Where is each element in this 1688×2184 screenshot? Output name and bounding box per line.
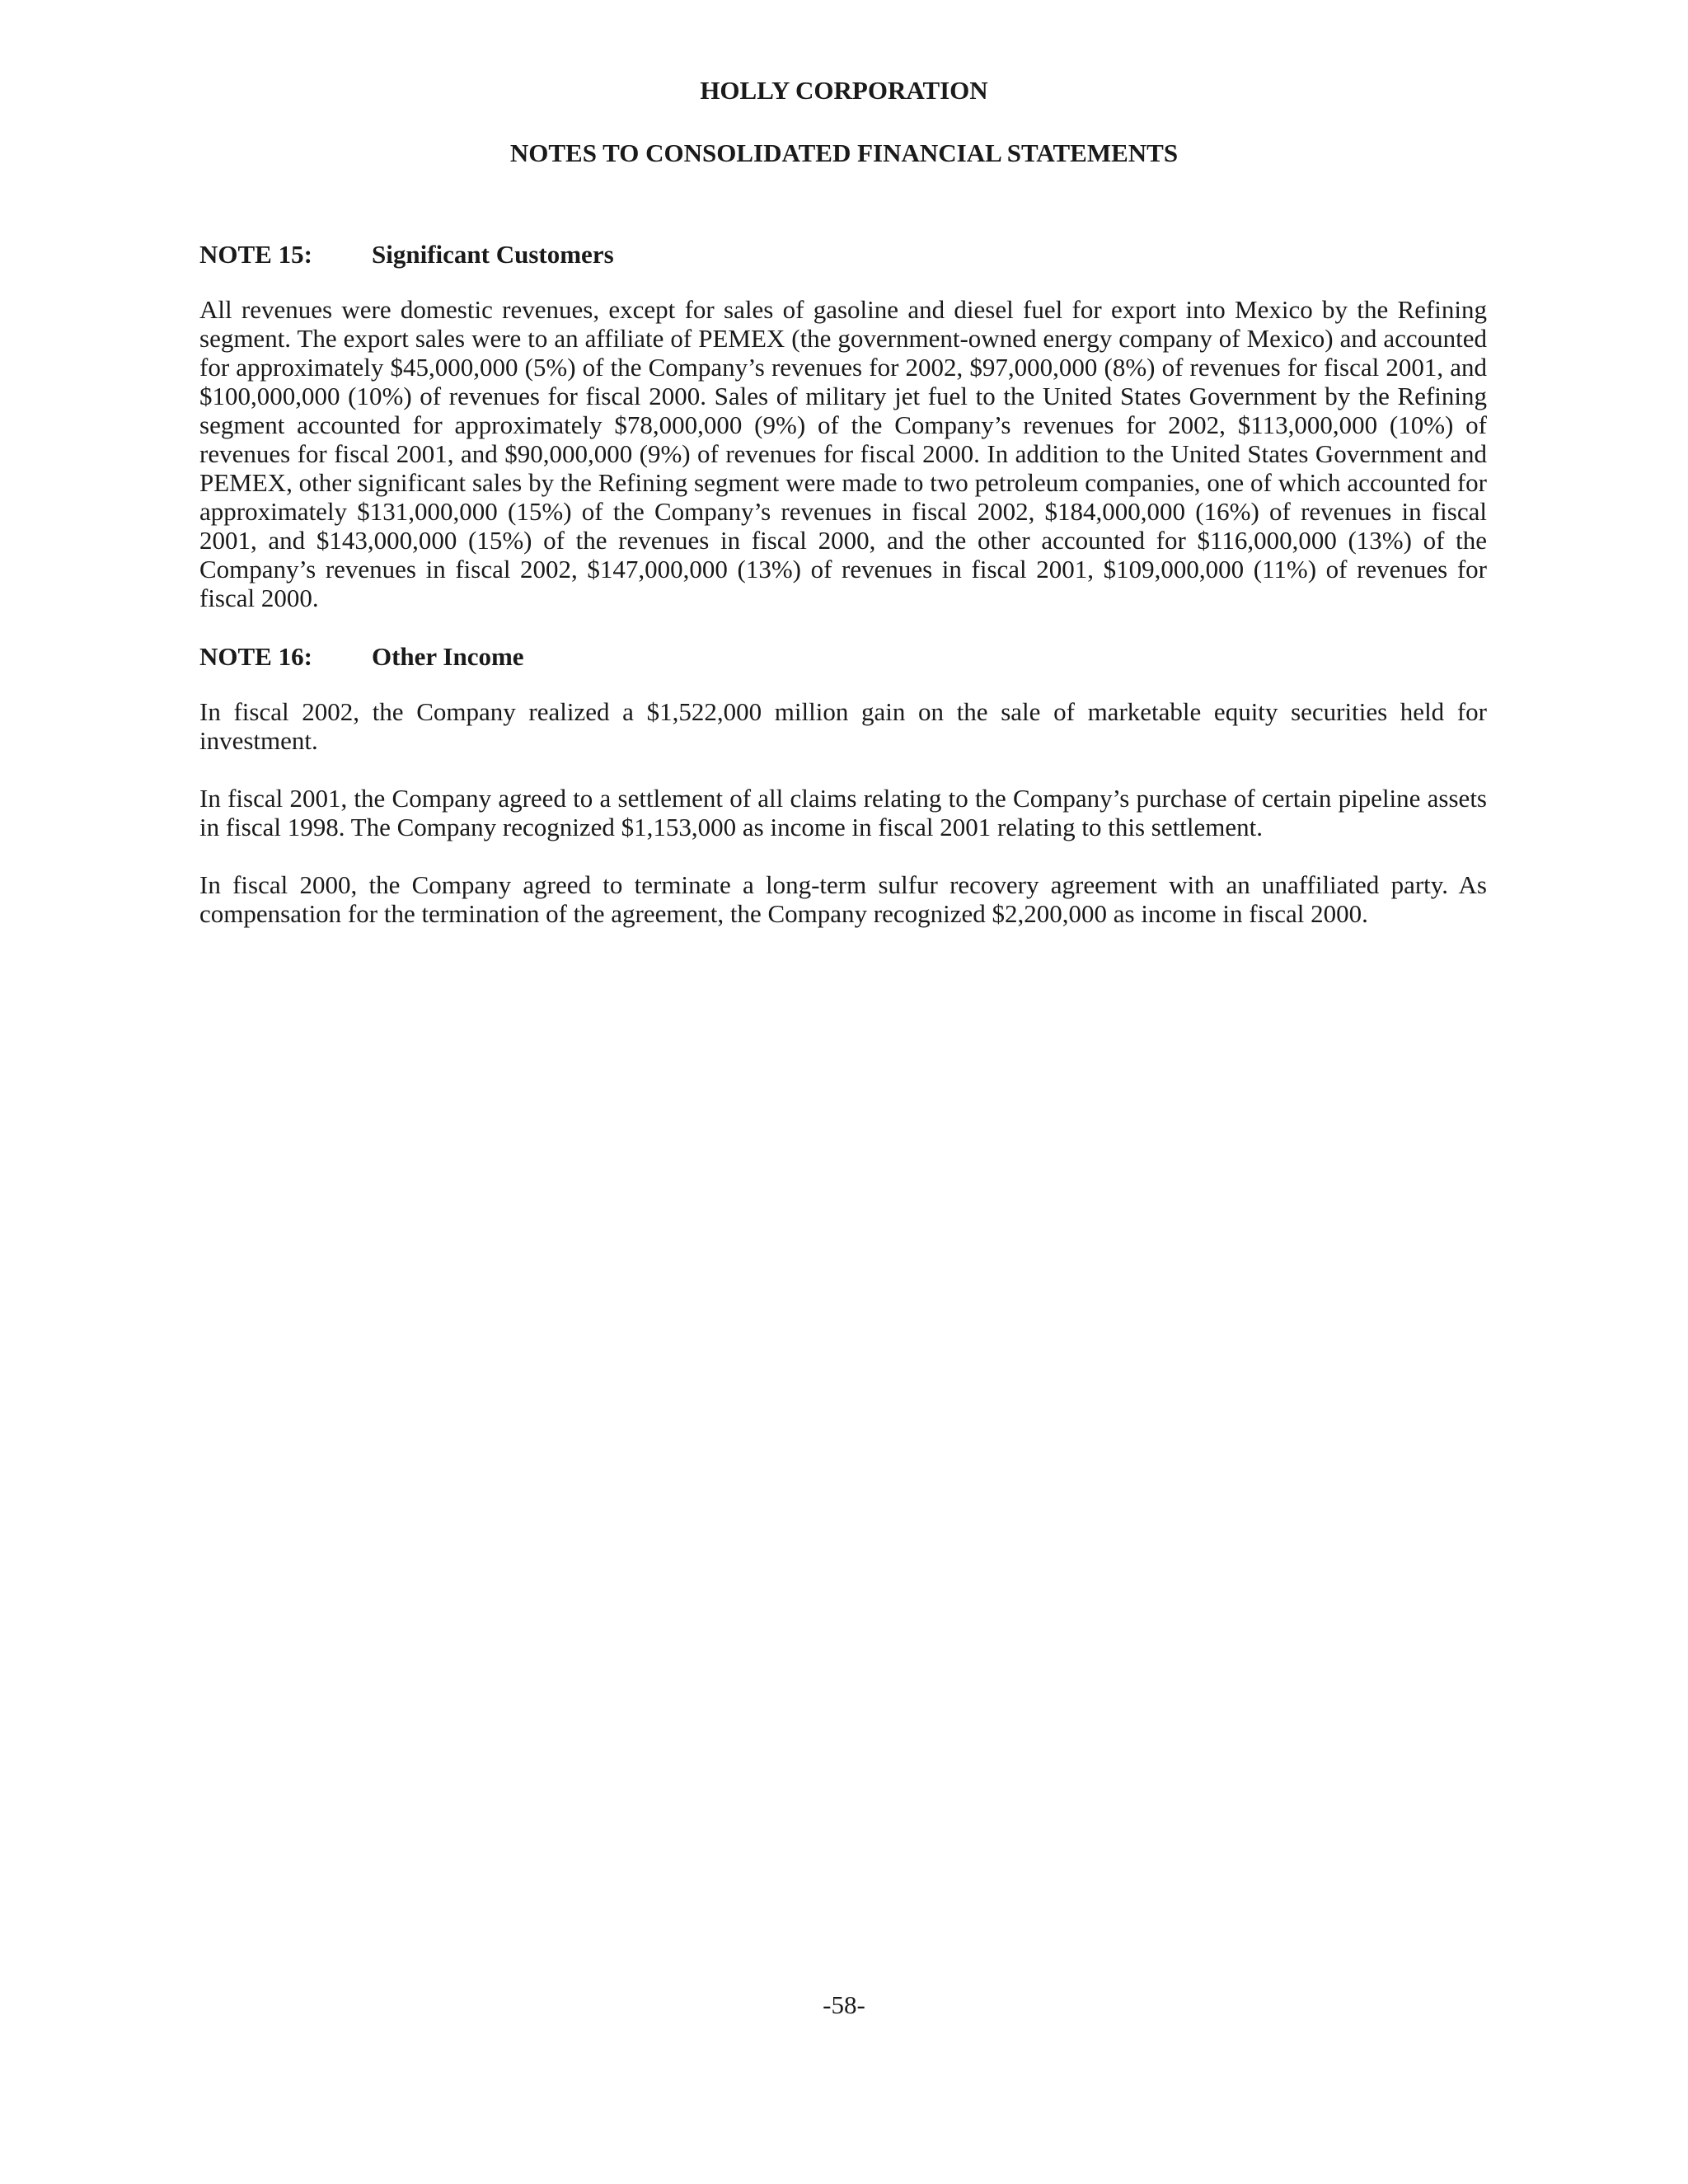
note-16-section	[199, 641, 1487, 928]
note-16-paragraph-2: In fiscal 2001, the Company agreed to a settlement of all claims relating to the Company’s purchase of certain pipeline assets in fiscal 1998. The Company recognized $1,153,000 as income in fiscal 2001 relating to this settlement.	[199, 784, 1487, 841]
note-15-paragraph: All revenues were domestic revenues, except for sales of gasoline and diesel fuel for export into Mexico by the Refining segment. The export sales were to an affiliate of PEMEX (the government-owned energy company of Mexico) and accounted for approximately $45,000,000 (5%) of the Company’s revenues for 2002, $97,000,000 (8%) of revenues for fiscal 2001, and $100,000,000 (10%) of revenues for fiscal 2000. Sales of military jet fuel to the United States Government by the Refining segment accounted for approximately $78,000,000 (9%) of the Company’s revenues for 2002, $113,000,000 (10%) of revenues for fiscal 2001, and $90,000,000 (9%) of revenues for fiscal 2000. In addition to the United States Government and PEMEX, other significant sales by the Refining segment were made to two petroleum companies, one of which accounted for approximately $131,000,000 (15%) of the Company’s revenues in fiscal 2002, $184,000,000 (16%) of revenues in fiscal 2001, and $143,000,000 (15%) of the revenues in fiscal 2000, and the other accounted for $116,000,000 (13%) of the Company’s revenues in fiscal 2002, $147,000,000 (13%) of revenues in fiscal 2001, $109,000,000 (11%) of revenues for fiscal 2000.	[199, 295, 1487, 612]
note-15-title: Significant Customers	[372, 240, 614, 269]
notes-content	[199, 239, 1487, 928]
note-15-section	[199, 239, 1487, 612]
note-16-heading	[199, 641, 1487, 673]
note-15-heading	[199, 239, 1487, 270]
note-16-paragraph-1: In fiscal 2002, the Company realized a $1,522,000 million gain on the sale of marketable equity securities held for investment.	[199, 697, 1487, 755]
note-15-number: NOTE 15:	[199, 240, 312, 269]
statement-title: NOTES TO CONSOLIDATED FINANCIAL STATEMENTS	[509, 138, 1179, 167]
note-16-number: NOTE 16:	[199, 642, 312, 671]
company-title: HOLLY CORPORATION	[700, 76, 988, 105]
note-16-paragraph-3: In fiscal 2000, the Company agreed to terminate a long-term sulfur recovery agreement with an unaffiliated party. As compensation for the termination of the agreement, the Company recognized $2,200,000 as income in fiscal 2000.	[199, 870, 1487, 928]
note-16-title: Other Income	[372, 642, 524, 671]
page-number: -58-	[823, 1990, 865, 2019]
